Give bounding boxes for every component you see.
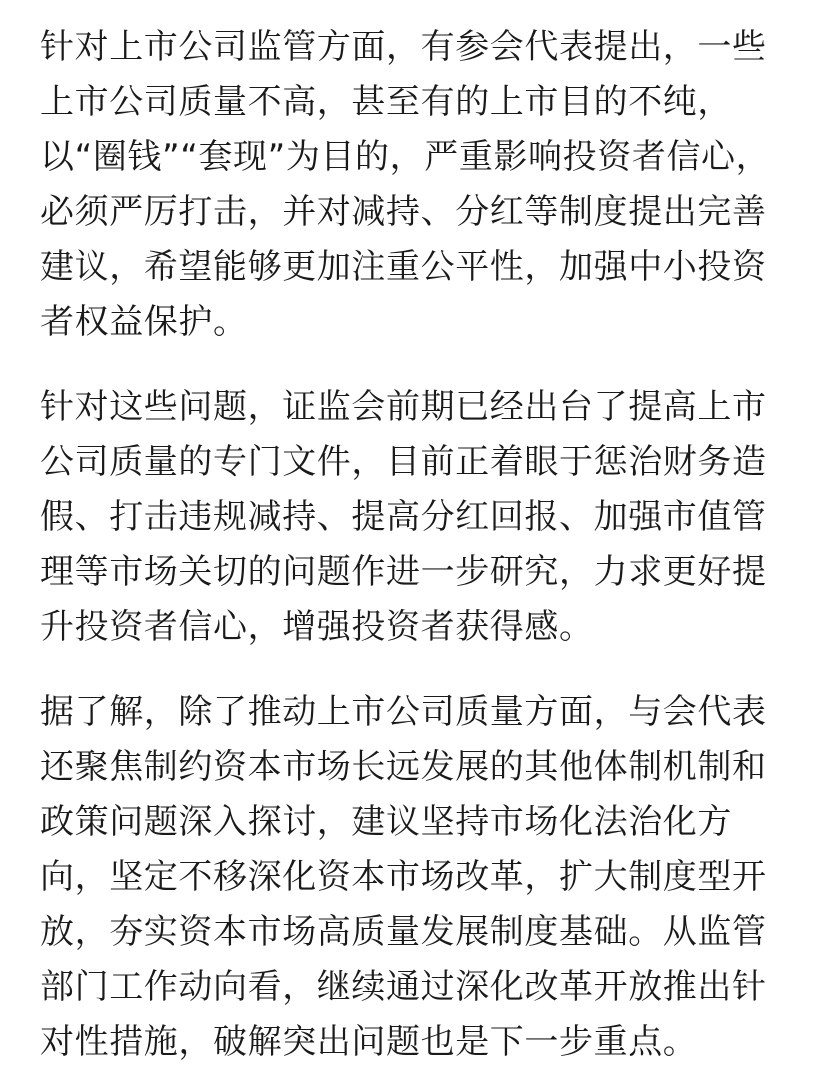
paragraph-csrc-measures: 针对这些问题，证监会前期已经出台了提高上市公司质量的专门文件，目前正着眼于惩治财务造假、打击违规减持、提高分红回报、加强市值管理等市场关切的问题作进一步研究，力求更好提升投资者信心，增强投资者获得感。 bbox=[40, 387, 767, 647]
paragraph-market-reform: 据了解，除了推动上市公司质量方面，与会代表还聚焦制约资本市场长远发展的其他体制机制和政策问题深入探讨，建议坚持市场化法治化方向，坚定不移深化资本市场改革，扩大制度型开放，夯实资本市场高质量发展制度基础。从监管部门工作动向看，继续通过深化改革开放推出针对性措施，破解突出问题也是下一步重点。 bbox=[40, 692, 767, 1062]
paragraph-listed-company-regulation: 针对上市公司监管方面，有参会代表提出，一些上市公司质量不高，甚至有的上市目的不纯，以“圈钱”“套现”为目的，严重影响投资者信心，必须严厉打击，并对减持、分红等制度提出完善建议，希望能够更加注重公平性，加强中小投资者权益保护。 bbox=[40, 27, 771, 342]
